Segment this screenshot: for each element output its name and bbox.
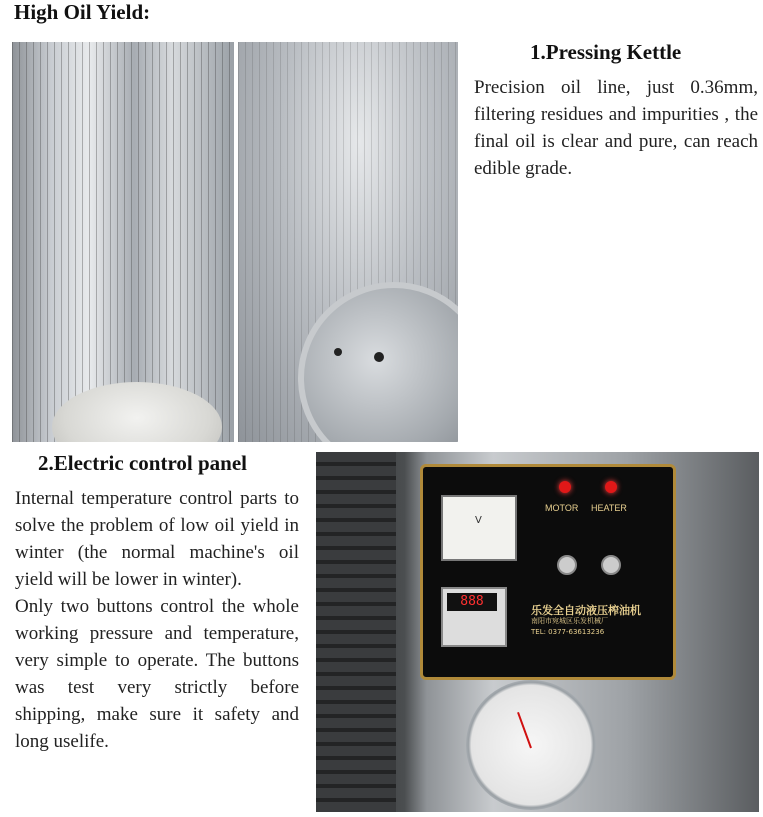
kettle-description: Precision oil line, just 0.36mm, filtering residues and impurities , the final oil is clear and pure, can reach edible grade. (474, 77, 758, 179)
kettle-inner-wall-photo (12, 42, 234, 442)
panel-section-title: 2.Electric control panel (38, 451, 247, 475)
kettle-section-title: 1.Pressing Kettle (530, 40, 682, 64)
machine-side-ribs (316, 452, 396, 812)
plate-line-1: 乐发全自动液压榨油机 (531, 604, 641, 617)
voltmeter (441, 495, 517, 561)
timer-display: 888 (447, 593, 497, 611)
control-plate (420, 464, 676, 680)
motor-toggle-switch (557, 555, 577, 575)
motor-label: MOTOR (545, 503, 579, 513)
heater-label: HEATER (591, 503, 627, 513)
heater-lamp-icon (605, 481, 617, 493)
control-panel-photo (316, 452, 759, 812)
base-hole (374, 352, 384, 362)
voltmeter-unit: V (475, 515, 482, 526)
page-heading: High Oil Yield: (14, 0, 151, 24)
plate-inscription (531, 605, 667, 638)
panel-description-paragraph-1: Internal temperature control parts to solve the problem of low oil yield in winter (the normal machine's oil yield will be lower in winter). (15, 488, 299, 590)
motor-lamp-icon (559, 481, 571, 493)
heater-toggle-switch (601, 555, 621, 575)
plate-line-3: TEL: 0377-63613236 (531, 628, 605, 636)
gauge-needle (517, 712, 532, 748)
temperature-timer (441, 587, 507, 647)
base-hole (334, 348, 342, 356)
panel-description (15, 485, 299, 755)
pressure-gauge (466, 680, 596, 810)
plate-line-2: 南阳市宛城区乐发机械厂 (531, 617, 608, 625)
kettle-bottom-photo (238, 42, 458, 442)
panel-description-paragraph-2: Only two buttons control the whole working pressure and temperature, very simple to operate. The buttons was test very strictly before shipping, make sure it safety and long uselife. (15, 596, 299, 752)
